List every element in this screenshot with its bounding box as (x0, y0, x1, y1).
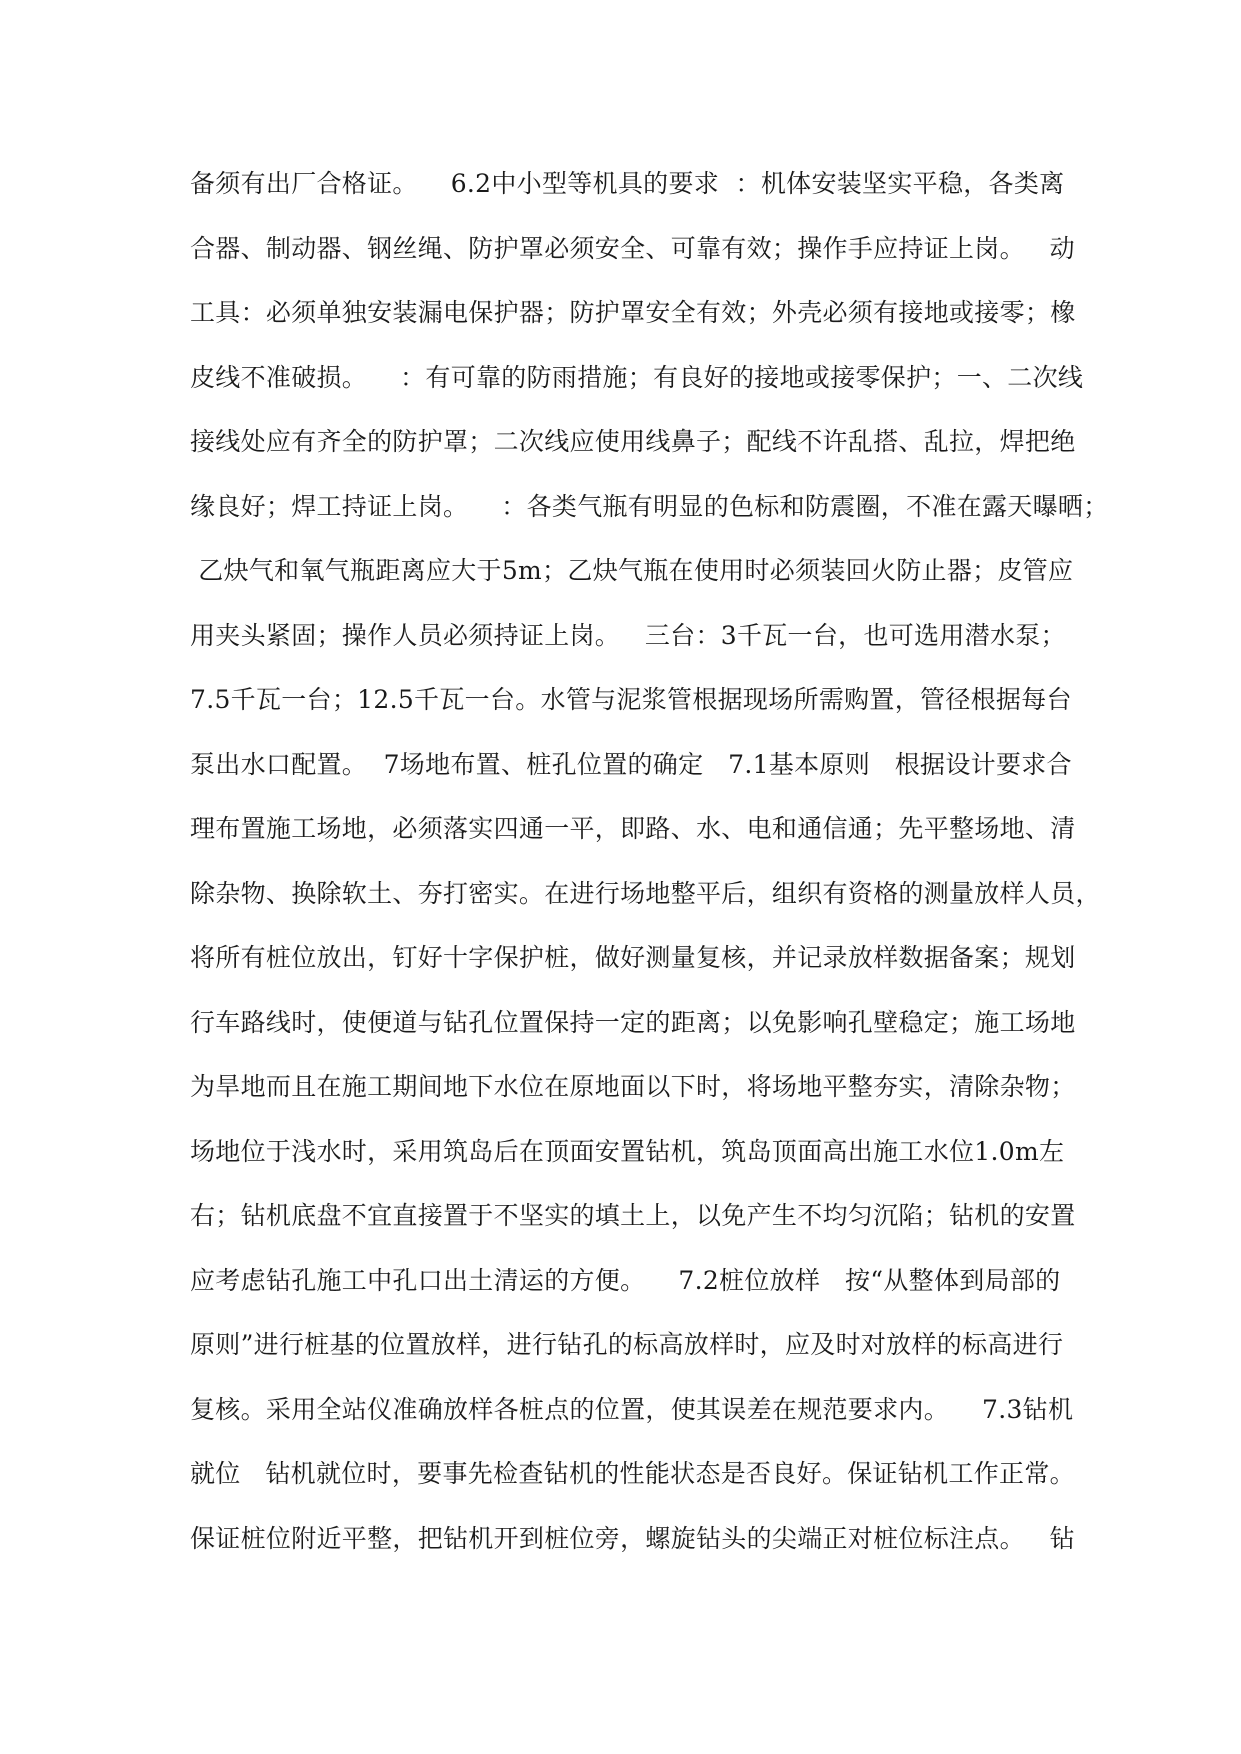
text-line: 泵出水口配置。 7场地布置、桩孔位置的确定 7.1基本原则 根据设计要求合 (190, 749, 1072, 779)
text-line: 理布置施工场地，必须落实四通一平，即路、水、电和通信通；先平整场地、清 (190, 814, 1076, 843)
text-line: 皮线不准破损。 ：有可靠的防雨措施；有良好的接地或接零保护；一、二次线 (190, 362, 1084, 392)
text-line: 就位 钻机就位时，要事先检查钻机的性能状态是否良好。保证钻机工作正常。 (190, 1459, 1075, 1488)
text-line: 场地位于浅水时，采用筑岛后在顶面安置钻机，筑岛顶面高出施工水位1.0m左 (190, 1136, 1065, 1166)
text-line: 用夹头紧固；操作人员必须持证上岗。 三台：3千瓦一台，也可选用潜水泵； (190, 620, 1066, 650)
text-line: 除杂物、换除软土、夯打密实。在进行场地整平后，组织有资格的测量放样人员， (190, 878, 1101, 908)
text-line: 7.5千瓦一台；12.5千瓦一台。水管与泥浆管根据现场所需购置，管径根据每台 (190, 685, 1072, 714)
text-line: 右；钻机底盘不宜直接置于不坚实的填土上，以免产生不均匀沉陷；钻机的安置 (190, 1201, 1076, 1230)
text-line: 保证桩位附近平整，把钻机开到桩位旁，螺旋钻头的尖端正对桩位标注点。 钻 (190, 1523, 1075, 1553)
body-text (190, 164, 1109, 1583)
text-line: 乙炔气和氧气瓶距离应大于5m；乙炔气瓶在使用时必须装回火防止器；皮管应 (190, 556, 1074, 585)
text-line: 将所有桩位放出，钉好十字保护桩，做好测量复核，并记录放样数据备案；规划 (190, 943, 1076, 972)
text-line: 为旱地而且在施工期间地下水位在原地面以下时，将场地平整夯实，清除杂物； (190, 1072, 1076, 1101)
text-line: 原则”进行桩基的位置放样，进行钻孔的标高放样时，应及时对放样的标高进行 (190, 1330, 1064, 1359)
text-line: 备须有出厂合格证。 6.2中小型等机具的要求 ：机体安装坚实平稳，各类离 (190, 169, 1065, 198)
text-line: 缘良好；焊工持证上岗。 ：各类气瓶有明显的色标和防震圈，不准在露天曝晒； (190, 491, 1109, 521)
text-line: 接线处应有齐全的防护罩；二次线应使用线鼻子；配线不许乱搭、乱拉，焊把绝 (190, 427, 1076, 456)
text-line: 复核。采用全站仪准确放样各桩点的位置，使其误差在规范要求内。 7.3钻机 (190, 1394, 1074, 1424)
text-line: 工具：必须单独安装漏电保护器；防护罩安全有效；外壳必须有接地或接零；橡 (190, 298, 1076, 327)
text-line: 行车路线时，使便道与钻孔位置保持一定的距离；以免影响孔壁稳定；施工场地 (190, 1007, 1076, 1037)
text-line: 应考虑钻孔施工中孔口出土清运的方便。 7.2桩位放样 按“从整体到局部的 (190, 1265, 1061, 1295)
text-line: 合器、制动器、钢丝绳、防护罩必须安全、可靠有效；操作手应持证上岗。 动 (190, 233, 1075, 263)
